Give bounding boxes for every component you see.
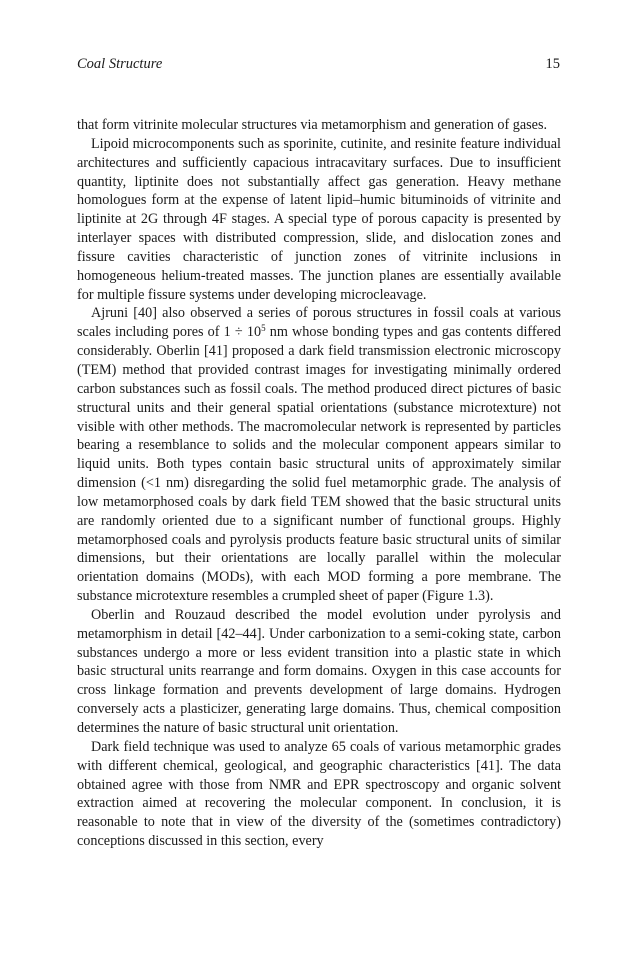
exponent: 5 — [261, 323, 266, 334]
paragraph-1: that form vitrinite molecular structures via metamorphism and generation of gases. — [77, 117, 548, 133]
paragraph-3-start: Ajruni [40] also observed a series of porous structures in fossil coals at various scales including pores of 1 ÷ 10 — [77, 305, 561, 341]
paragraph-2: Lipoid microcomponents such as sporinite, cutinite, and resinite feature individual architectures and sufficiently capacious intracavitary surfaces. Due to insufficient quantity, liptinite does not substantially affect gas generation. Heavy methane homologues form at the expense of latent lipid–humic bituminoids of vitrinite and liptinite at 2G through 4F stages. A special type of porous capacity is presented by interlayer spaces with distributed compression, slide, and dislocation zones and fissure cavities characteristic of junction zones of vitrinite inclusions in homogeneous helium-treated masses. The junction planes are essentially available for multiple fissure systems under developing microcleavage. — [77, 135, 561, 303]
chapter-title: Coal Structure — [77, 56, 163, 72]
paragraph-4: Oberlin and Rouzaud described the model evolution under pyrolysis and metamorphism in detail [42–44]. Under carbonization to a semi-coking state, carbon substances undergo a more or less evident transition into a plastic state in which basic structural units rearrange and form domains. Oxygen in this case accounts for cross linkage formation and prevents development of large domains. Hydrogen conversely acts a plasticizer, generating large domains. Thus, chemical composition determines the nature of basic structural unit orientation. — [77, 606, 561, 736]
running-header — [77, 56, 560, 73]
page-number: 15 — [545, 56, 560, 72]
body-text — [77, 116, 561, 851]
paragraph-3 — [77, 304, 561, 606]
paragraph-5: Dark field technique was used to analyze 65 coals of various metamorphic grades with different chemical, geological, and geographic characteristics [41]. The data obtained agree with those from NMR and EPR spectroscopy and organic solvent extraction aimed at recovering the molecular component. In conclusion, it is reasonable to note that in view of the diversity of the (sometimes contradictory) conceptions discussed in this section, every — [77, 738, 561, 850]
paragraph-3-rest: nm whose bonding types and gas contents differed considerably. Oberlin [41] proposed a dark field transmission electronic microscopy (TEM) method that provided contrast images for investigating minimally ordered carbon substances such as fossil coals. The method produced direct pictures of basic structural units and their general spatial orientations (substance microtexture) not visible with other methods. The macromolecular network is represented by particles bearing a resemblance to solids and the molecular component appears similar to liquid units. Both types contain basic structural units of approximately similar dimension (<1 nm) disregarding the solid fuel metamorphic grade. The analysis of low metamorphosed coals by dark field TEM showed that the basic structural units are randomly oriented due to a significant number of functional groups. Highly metamorphosed coals and pyrolysis products feature basic structural units of similar dimensions, but their orientations are locally parallel within the molecular orientation domains (MODs), with each MOD forming a pore membrane. The substance microtexture resembles a crumpled sheet of paper (Figure 1.3). — [77, 324, 561, 605]
